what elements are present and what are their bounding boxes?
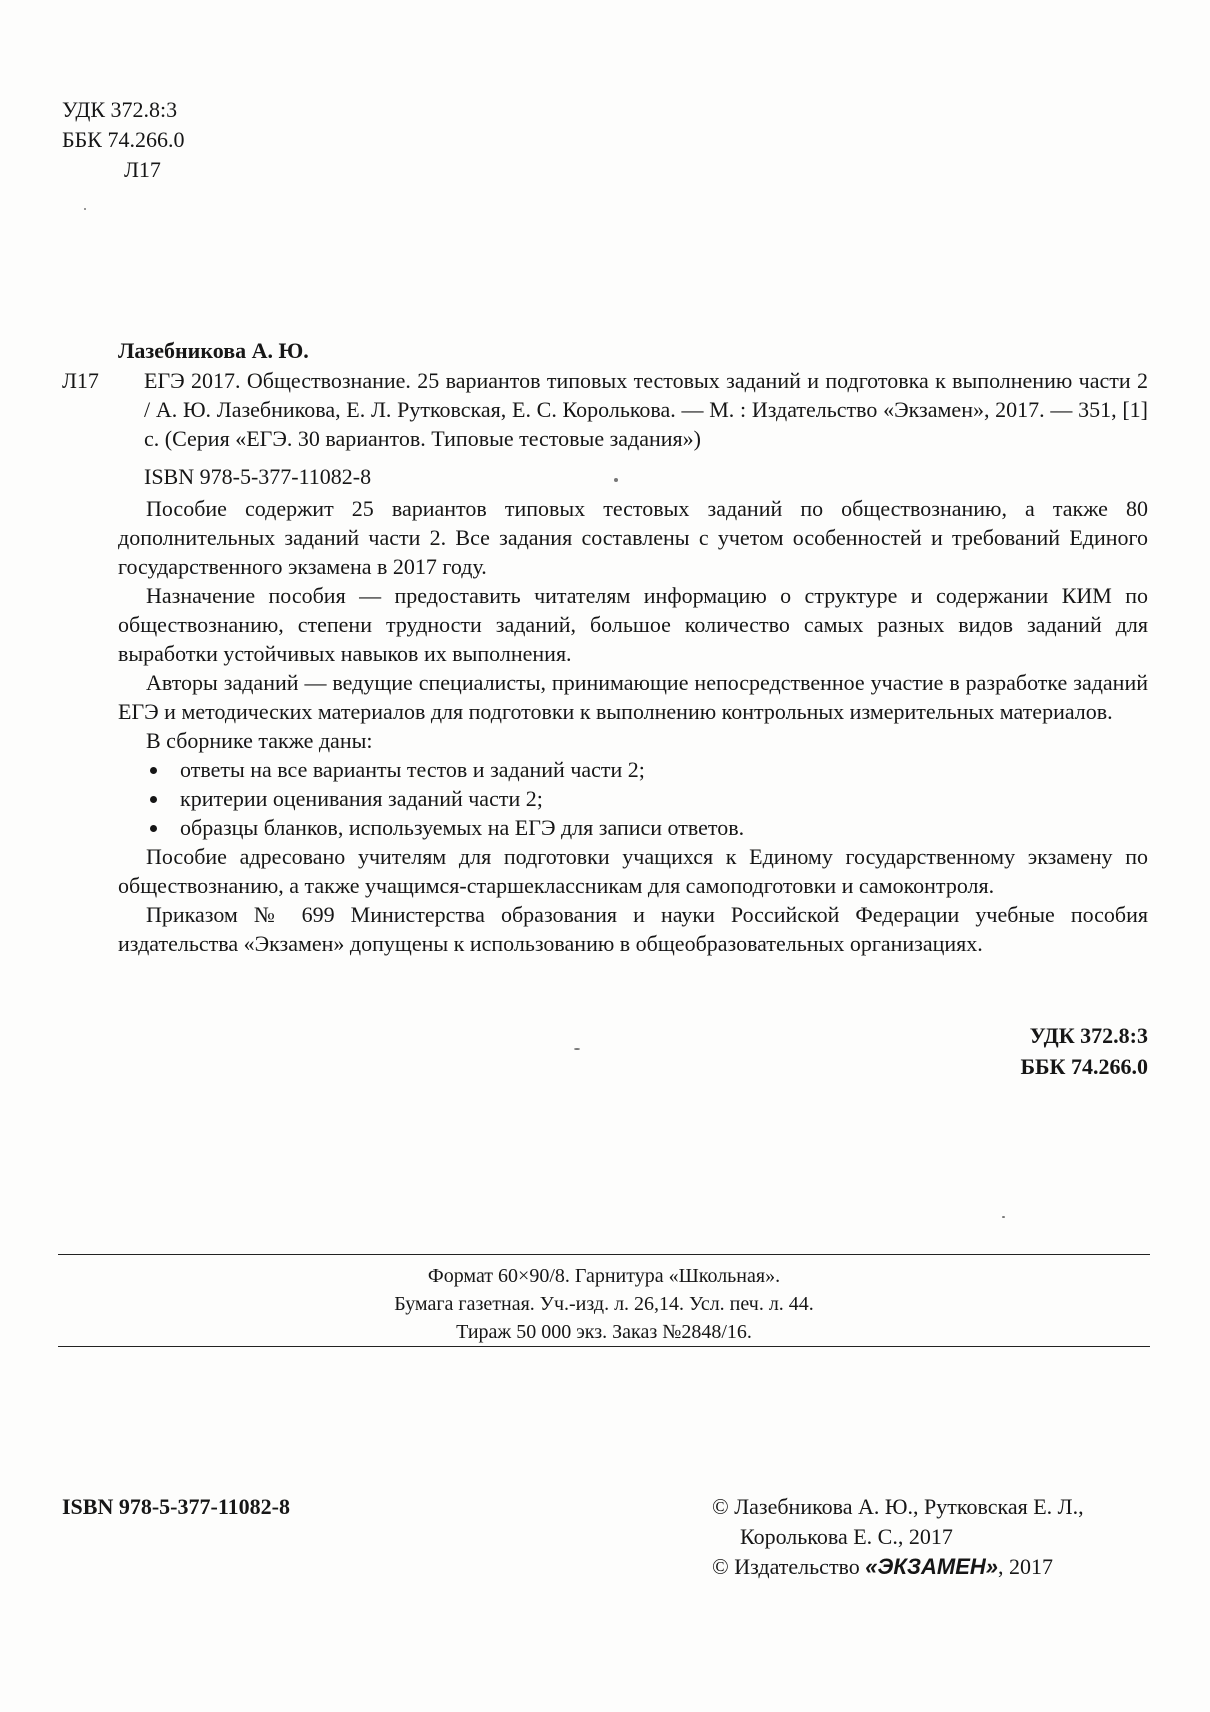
imprint-block <box>58 1262 1150 1346</box>
right-classification-codes <box>1020 1020 1148 1082</box>
imprint-line: Формат 60×90/8. Гарнитура «Школьная». <box>427 1265 781 1287</box>
imprint-line: Бумага газетная. Уч.-изд. л. 26,14. Усл. печ. л. 44. <box>394 1293 814 1315</box>
copyright-authors: © Лазебникова А. Ю., Рутковская Е. Л., <box>712 1494 1084 1519</box>
copyright-publisher-prefix: © Издательство <box>712 1554 866 1579</box>
scan-speck <box>614 478 618 482</box>
annotation <box>118 494 1148 958</box>
bbk-code-bold: ББК 74.266.0 <box>1020 1054 1148 1079</box>
udk-code: УДК 372.8:3 <box>62 97 178 122</box>
entry-description: ЕГЭ 2017. Обществознание. 25 вариантов типовых тестовых заданий и подготовка к выполнению части 2 / А. Ю. Лазебникова, Е. Л. Рутковская, Е. С. Королькова. — М. : Издательство «Экзамен», 2017. — 351, [1] с. (Серия «ЕГЭ. 30 вариантов. Типовые тестовые задания») <box>144 368 1148 451</box>
annotation-paragraph: Пособие содержит 25 вариантов типовых тестовых заданий по обществознанию, а также 80 дополнительных заданий части 2. Все задания составлены с учетом особенностей и требований Единого государственного экзамена в 2017 году. <box>118 496 1148 579</box>
scan-speck <box>1002 1216 1005 1218</box>
imprint-bottom-rule <box>58 1346 1150 1347</box>
annotation-paragraph: Назначение пособия — предоставить читателям информацию о структуре и содержании КИМ по обществознанию, степени трудности заданий, большое количество самых разных видов заданий для выработки устойчивых навыков их выполнения. <box>118 583 1148 666</box>
annotation-paragraph: Пособие адресовано учителям для подготовки учащихся к Единому государственному экзамену по обществознанию, а также учащимся-старшеклассникам для самоподготовки и самоконтроля. <box>118 844 1148 898</box>
scan-speck <box>574 1048 580 1050</box>
imprint-line: Тираж 50 000 экз. Заказ №2848/16. <box>456 1321 752 1343</box>
bbk-code: ББК 74.266.0 <box>62 127 185 152</box>
list-intro: В сборнике также даны: <box>146 728 373 753</box>
author-heading: Лазебникова А. Ю. <box>118 338 309 363</box>
annotation-paragraph: Приказом № 699 Министерства образования и науки Российской Федерации учебные пособия издательства «Экзамен» допущены к использованию в общеобразовательных организациях. <box>118 902 1148 956</box>
copyright-publisher-suffix: , 2017 <box>998 1554 1054 1579</box>
copyright-authors-cont: Королькова Е. С., 2017 <box>740 1524 953 1549</box>
list-item: образцы бланков, используемых на ЕГЭ для записи ответов. <box>118 813 1148 842</box>
footer-isbn: ISBN 978-5-377-11082-8 <box>62 1494 290 1519</box>
publisher-brand: «ЭКЗАМЕН» <box>865 1554 999 1579</box>
list-item: ответы на все варианты тестов и заданий части 2; <box>118 755 1148 784</box>
author-mark: Л17 <box>124 157 161 182</box>
copyright-block <box>712 1492 1084 1582</box>
list-item: критерии оценивания заданий части 2; <box>118 784 1148 813</box>
entry-code: Л17 <box>62 368 99 393</box>
udk-code-bold: УДК 372.8:3 <box>1029 1023 1148 1048</box>
bibliographic-entry <box>62 366 1148 453</box>
contents-list <box>118 755 1148 842</box>
scan-speck <box>84 208 86 210</box>
classification-codes <box>62 95 184 185</box>
entry-isbn: ISBN 978-5-377-11082-8 <box>144 464 372 489</box>
copyright-publisher <box>712 1552 1084 1582</box>
annotation-paragraph: Авторы заданий — ведущие специалисты, принимающие непосредственное участие в разработке заданий ЕГЭ и методических материалов для подготовки к выполнению контрольных измерительных материалов. <box>118 670 1148 724</box>
imprint-top-rule <box>58 1254 1150 1255</box>
